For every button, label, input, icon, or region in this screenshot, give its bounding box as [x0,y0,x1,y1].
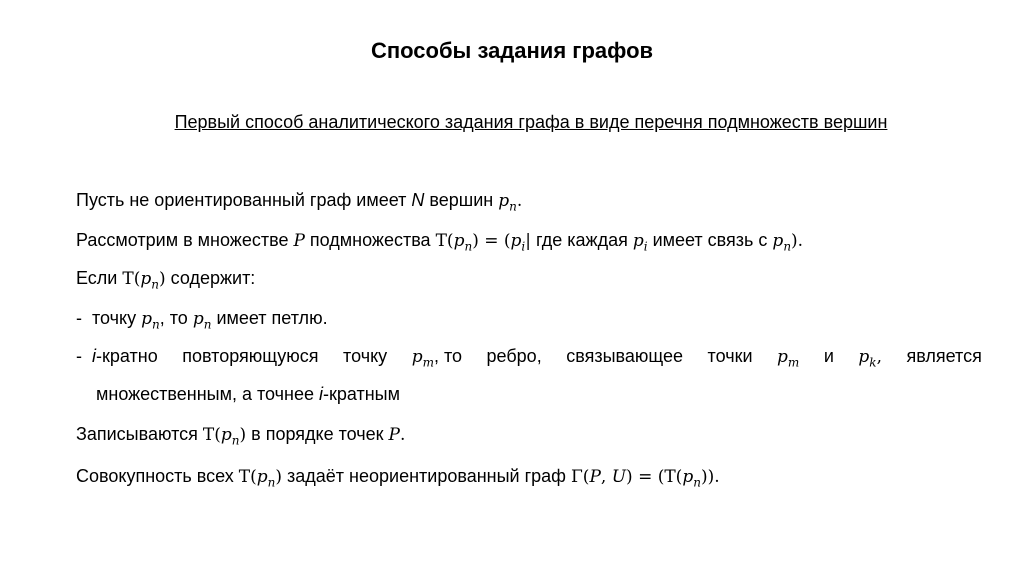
text-line-8 [76,464,982,494]
line-1-n: N [411,190,425,210]
line-8-text-b: задаёт неориентированный граф [282,466,571,486]
line-7-end: . [400,425,406,445]
line-2-math-P: P [293,231,305,251]
line-2-math-pi: $p_i$ [632,231,648,254]
line-3-text-a: Если [76,268,123,288]
line-1-text-a: Пусть не ориентированный граф имеет [76,190,412,210]
line-8-math-gamma: Γ(P, $U) = (T(p_n))$. [571,467,720,490]
line-4-math-pn-1: $p_n$ [141,309,160,332]
line-6-text-a: множественным, а точнее [96,384,319,404]
line-5-word-3: точку [343,346,388,366]
line-5-word-6: связывающее [566,346,684,366]
line-5-word-2: повторяющуюся [182,346,319,366]
line-5-word-10: является [906,346,982,366]
line-4-dash: - [76,308,82,328]
line-7-text-a: Записываются [76,424,203,444]
line-5-word-8: и [823,346,834,366]
line-2-text-b: подмножества [304,230,436,250]
line-1-text-b: вершин [424,190,499,210]
line-3-text-b: содержит: [165,268,256,288]
line-4-text-c: имеет петлю. [211,308,328,328]
line-5-word-1: - i-кратно [76,346,158,366]
line-5-math-pm-2: $p_m$ [777,347,800,370]
text-line-5 [76,344,982,375]
slide-title: Способы задания графов [370,38,654,63]
line-6-i: i [319,384,323,404]
line-5-word-5: ребро, [486,346,542,366]
line-2-text-c: где каждая [530,230,633,250]
line-2-math-expr: $T(p_n) = (p_i|$ [435,231,531,254]
line-1-period: . [516,191,523,211]
line-2-end: ). [791,231,804,251]
text-line-2 [76,228,982,258]
line-6-text-b: -кратным [323,384,400,404]
line-5-math-pk: $p_k$, [858,347,882,370]
line-7-math-P: P [388,425,400,445]
line-1-math-pn: $p_n$ [498,191,517,214]
line-7-math-T: $T(p_n)$ [202,425,247,448]
line-2-text-d: имеет связь с [647,230,773,250]
text-line-7 [76,422,982,452]
line-4-math-pn-2: $p_n$ [192,309,212,332]
line-5-word-7: точки [707,346,753,366]
line-8-math-T: $T(p_n)$ [238,467,283,490]
text-line-6 [76,382,1002,406]
line-3-math-T: $T(p_n)$ [122,269,166,292]
line-2-math-pn: $p_n$ [772,231,792,254]
line-5-math-pm: $p_m$, то [411,346,463,370]
text-line-4 [76,306,982,336]
slide-subtitle: Первый способ аналитического задания графа в виде перечня подмножеств вершин [174,112,888,132]
line-8-text-a: Совокупность всех [76,466,239,486]
line-4-text-a: точку [92,308,142,328]
line-2-text-a: Рассмотрим в множестве [76,230,294,250]
text-line-3 [76,266,982,296]
text-line-1 [76,188,982,218]
line-4-text-b: , то [159,308,193,328]
line-7-text-b: в порядке точек [246,424,389,444]
